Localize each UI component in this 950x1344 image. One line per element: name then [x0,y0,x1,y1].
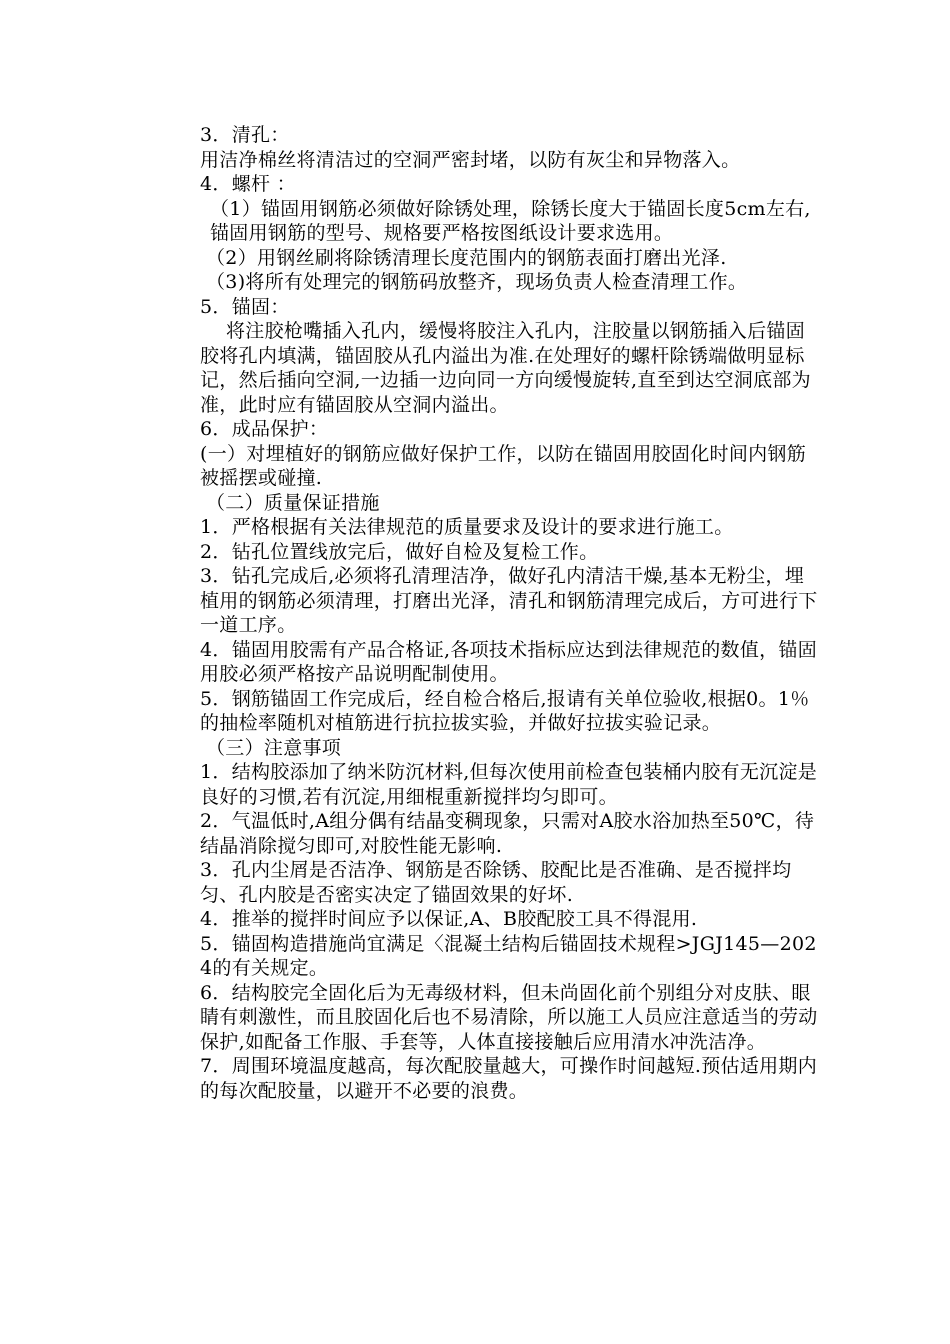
paragraph-screw-3: （3)将所有处理完的钢筋码放整齐，现场负责人检查清理工作。 [206,271,748,293]
precaution-item-2: 2．气温低时,A组分偶有结晶变稠现象，只需对A胶水浴加热至50℃，待结晶消除搅匀即可,对胶性能无影响. [200,810,815,857]
heading-screw: 4．螺杆 ： [200,173,296,195]
paragraph-screw-2: （2）用钢丝刷将除锈清理长度范围内的钢筋表面打磨出光泽. [206,246,727,269]
quality-item-5: 5．钢筋锚固工作完成后，经自检合格后,报请有关单位验收,根据0。1％ 的抽检率随机对植筋进行抗拉拔实验，并做好拉拔实验记录。 [200,687,810,734]
paragraph-product-protection: (一）对埋植好的钢筋应做好保护工作，以防在锚固用胶固化时间内钢筋被摇摆或碰撞. [200,442,807,489]
precaution-item-3: 3．孔内尘屑是否洁净、钢筋是否除锈、胶配比是否准确、是否搅拌均匀、孔内胶是否密实决定了锚固效果的好坏. [200,859,792,906]
precaution-item-1: 1．结构胶添加了纳米防沉材料,但每次使用前检查包装桶内胶有无沉淀是良好的习惯,若有沉淀,用细棍重新搅拌均匀即可。 [200,761,818,808]
quality-item-2: 2．钻孔位置线放完后，做好自检及复检工作。 [200,540,599,563]
document-body [200,123,820,1103]
heading-product-protection: 6．成品保护： [200,418,329,440]
precaution-item-7: 7．周围环境温度越高，每次配胶量越大，可操作时间越短.预估适用期内的每次配胶量，以避开不必要的浪费。 [200,1055,818,1102]
precaution-item-6: 6．结构胶完全固化后为无毒级材料，但未尚固化前个别组分对皮肤、眼睛有刺激性，而且胶固化后也不易清除，所以施工人员应注意适当的劳动保护,如配备工作服、手套等，人体直接接触后应用清水冲洗洁净。 [200,981,818,1053]
heading-quality-assurance: （二）质量保证措施 [206,491,380,514]
quality-item-1: 1．严格根据有关法律规范的质量要求及设计的要求进行施工。 [200,516,734,538]
heading-anchoring: 5．锚固： [200,295,290,318]
paragraph-clean-hole: 用洁净棉丝将清洁过的空洞严密封堵，以防有灰尘和异物落入。 [200,148,741,171]
quality-item-3: 3．钻孔完成后,必须将孔清理洁净，做好孔内清洁干燥,基本无粉尘，埋植用的钢筋必须清理，打磨出光泽，清孔和钢筋清理完成后，方可进行下一道工序。 [200,565,818,636]
paragraph-screw-1: （1）锚固用钢筋必须做好除锈处理，除锈长度大于锚固长度5cm左右,锚固用钢筋的型号、规格要严格按图纸设计要求选用。 [210,197,811,244]
quality-item-4: 4．锚固用胶需有产品合格证,各项技术指标应达到法律规范的数值，锚固用胶必须严格按产品说明配制使用。 [200,638,818,685]
precaution-item-5: 5．锚固构造措施尚宜满足〈混凝土结构后锚固技术规程>JGJ145—2024的有关规定。 [200,932,817,979]
heading-clean-hole: 3．清孔： [200,124,290,146]
precaution-item-4: 4．推举的搅拌时间应予以保证,A、B胶配胶工具不得混用. [200,908,698,930]
heading-precautions: （三）注意事项 [206,736,342,759]
paragraph-anchoring: 将注胶枪嘴插入孔内，缓慢将胶注入孔内，注胶量以钢筋插入后锚固胶将孔内填满，锚固胶从孔内溢出为准.在处理好的螺杆除锈端做明显标记，然后插向空洞,一边插一边向同一方向缓慢旋转,直至到达空洞底部为准，此时应有锚固胶从空洞内溢出。 [200,320,811,416]
